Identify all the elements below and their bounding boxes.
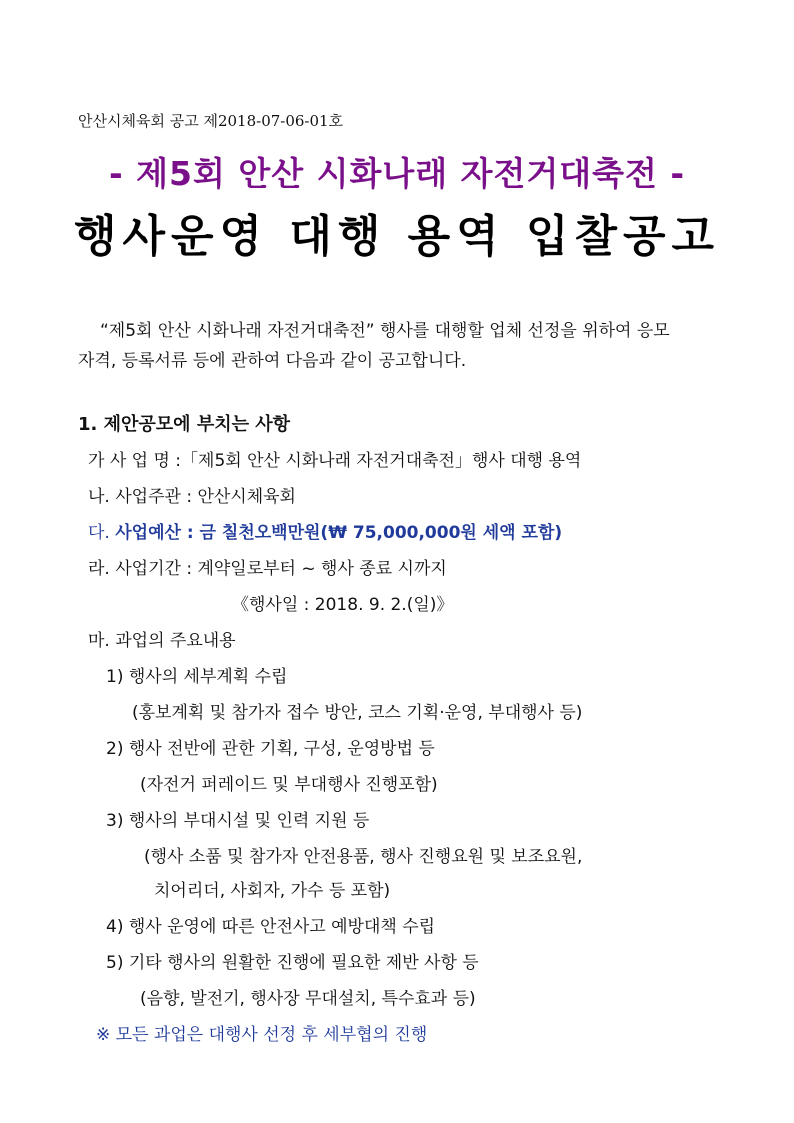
task-detail: (행사 소품 및 참가자 안전용품, 행사 진행요원 및 보조요원, <box>144 847 583 867</box>
intro-line-1: “제5회 안산 시화나래 자전거대축전” 행사를 대행할 업체 선정을 위하여 응모 <box>100 321 670 341</box>
task-item: 3) 행사의 부대시설 및 인력 지원 등 <box>106 811 370 831</box>
task-detail: (음향, 발전기, 행사장 무대설치, 특수효과 등) <box>140 989 476 1009</box>
intro-line-2: 자격, 등록서류 등에 관하여 다음과 같이 공고합니다. <box>78 351 467 371</box>
task-item: 5) 기타 행사의 원활한 진행에 필요한 제반 사항 등 <box>106 953 479 973</box>
task-note: ※ 모든 과업은 대행사 선정 후 세부협의 진행 <box>96 1025 428 1045</box>
event-title: - 제5회 안산 시화나래 자전거대축전 - <box>108 154 686 193</box>
section-1-heading: 1. 제안공모에 부치는 사항 <box>78 414 291 435</box>
notice-number: 안산시체육회 공고 제2018-07-06-01호 <box>78 112 344 130</box>
task-item: 4) 행사 운영에 따른 안전사고 예방대책 수립 <box>106 917 436 937</box>
item-period: 라. 사업기간 : 계약일로부터 ~ 행사 종료 시까지 <box>88 559 447 579</box>
item-project-name: 가 사 업 명 :「제5회 안산 시화나래 자전거대축전」행사 대행 용역 <box>88 451 582 471</box>
event-date: 《행사일 : 2018. 9. 2.(일)》 <box>232 595 454 615</box>
task-detail: (홍보계획 및 참가자 접수 방안, 코스 기획·운영, 부대행사 등) <box>132 703 583 723</box>
item-main-tasks: 마. 과업의 주요내용 <box>88 631 236 651</box>
task-detail: (자전거 퍼레이드 및 부대행사 진행포함) <box>140 775 438 795</box>
task-item: 1) 행사의 세부계획 수립 <box>106 667 288 687</box>
task-item: 2) 행사 전반에 관한 기획, 구성, 운영방법 등 <box>106 739 435 759</box>
item-budget <box>88 518 562 543</box>
task-detail: 치어리더, 사회자, 가수 등 포함) <box>154 881 391 901</box>
intro-paragraph <box>78 316 728 376</box>
item-budget-text: 사업예산 : 금 칠천오백만원(₩ 75,000,000원 세액 포함) <box>115 523 563 543</box>
notice-title: 행사운영 대행 용역 입찰공고 <box>73 211 720 262</box>
item-budget-prefix: 다. <box>88 523 116 543</box>
item-host: 나. 사업주관 : 안산시체육회 <box>88 487 296 507</box>
